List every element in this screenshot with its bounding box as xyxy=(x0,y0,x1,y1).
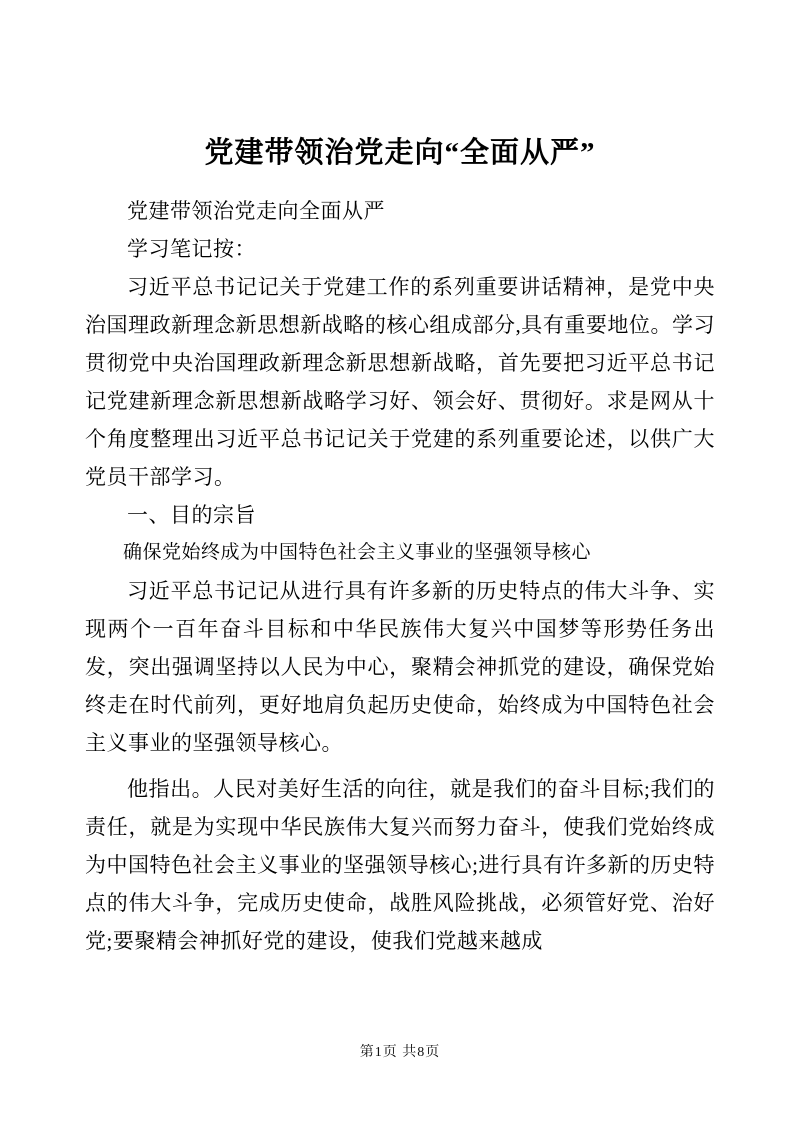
section-subheading: 确保党始终成为中国特色社会主义事业的坚强领导核心 xyxy=(123,542,592,563)
document-title: 党建带领治党走向“全面从严” xyxy=(204,137,596,169)
paragraph-note-label: 学习笔记按： xyxy=(127,237,256,261)
section-heading: 一、目的宗旨 xyxy=(127,503,256,527)
paragraph-subtitle: 党建带领治党走向全面从严 xyxy=(127,199,385,223)
document-body xyxy=(85,132,715,960)
paragraph-intro: 习近平总书记记关于党建工作的系列重要讲话精神，是党中央治国理政新理念新思想新战略的核心组成部分,具有重要地位。学习贯彻党中央治国理政新理念新思想新战略，首先要把习近平总书记记党建新理念新思想新战略学习好、领会好、贯彻好。求是网从十个角度整理出习近平总书记记关于党建的系列重要论述，以供广大党员干部学习。 xyxy=(85,275,715,489)
page-number-text: 第1页 共8页 xyxy=(359,1045,441,1060)
page-footer xyxy=(0,1041,800,1061)
paragraph-body-2: 他指出。人民对美好生活的向往，就是我们的奋斗目标;我们的责任，就是为实现中华民族伟大复兴而努力奋斗，使我们党始终成为中国特色社会主义事业的坚强领导核心;进行具有许多新的历史特点的伟大斗争，完成历史使命，战胜风险挑战，必须管好党、治好党;要聚精会神抓好党的建设，使我们党越来越成 xyxy=(85,777,715,953)
paragraph-body-1: 习近平总书记记从进行具有许多新的历史特点的伟大斗争、实现两个一百年奋斗目标和中华民族伟大复兴中国梦等形势任务出发，突出强调坚持以人民为中心，聚精会神抓党的建设，确保党始终走在时代前列，更好地肩负起历史使命，始终成为中国特色社会主义事业的坚强领导核心。 xyxy=(85,579,715,755)
